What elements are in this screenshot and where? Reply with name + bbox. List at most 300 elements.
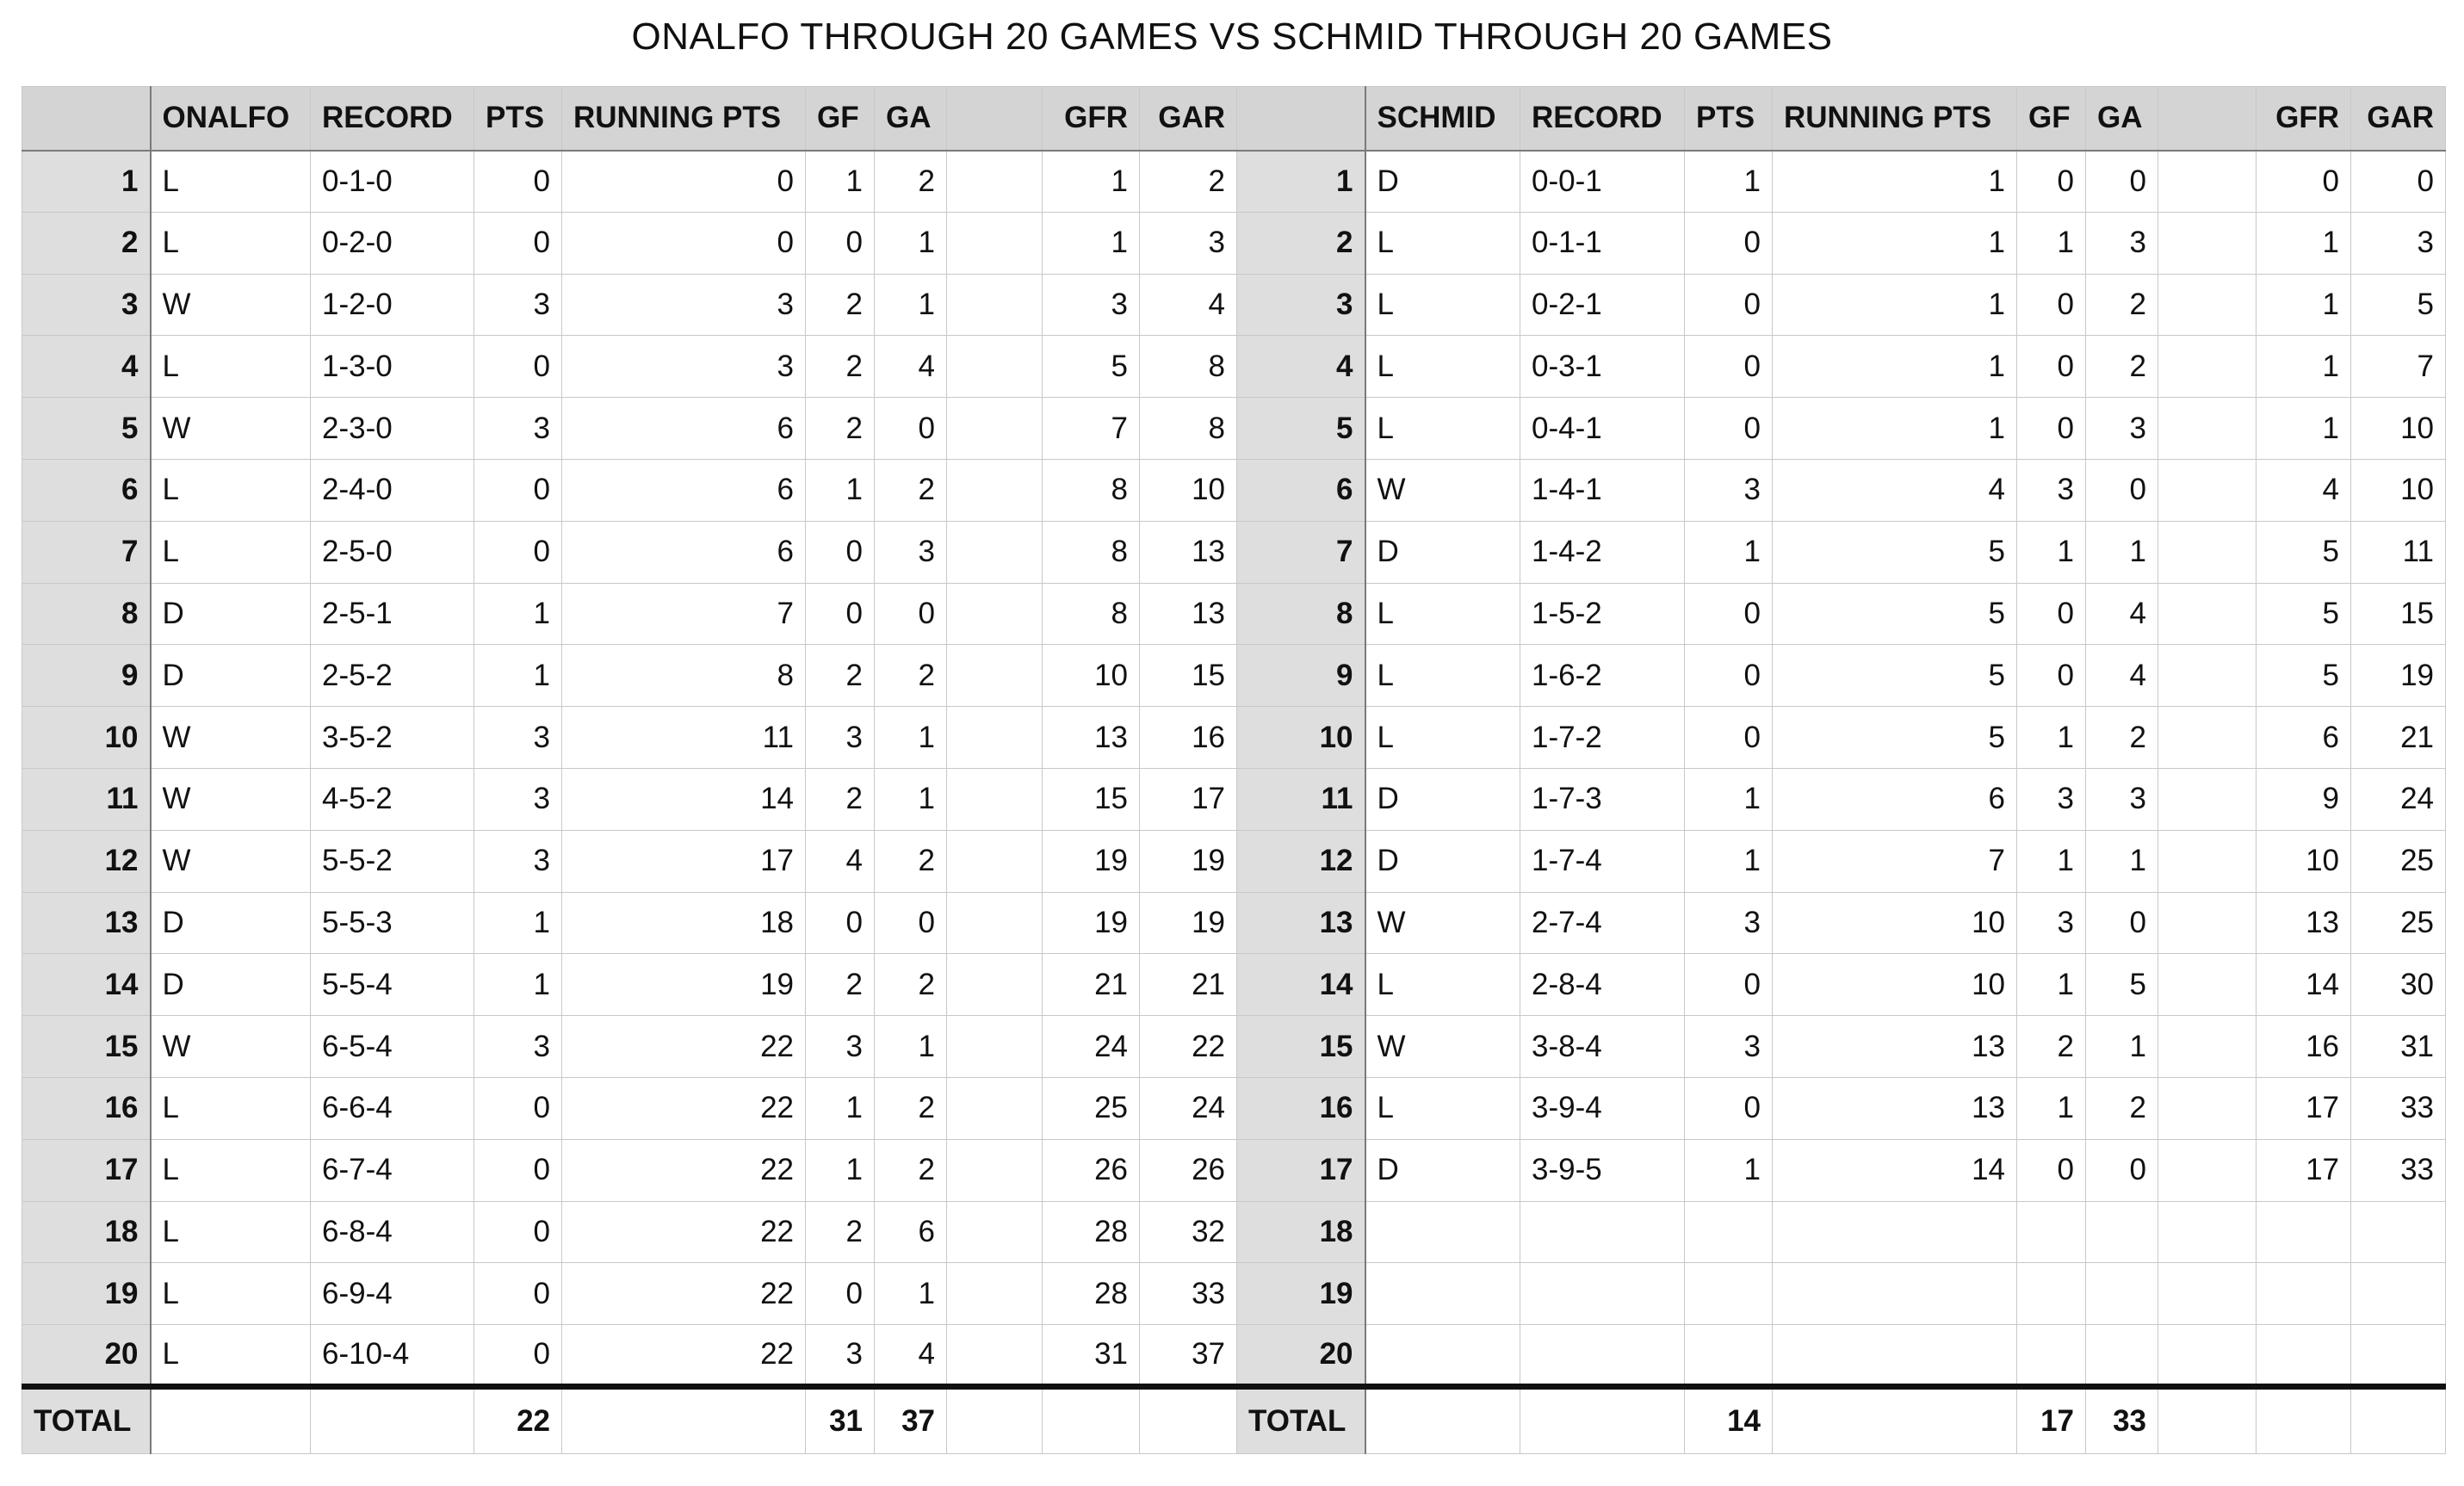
right-result-cell[interactable]: L [1365, 954, 1520, 1016]
right-gfr-cell[interactable]: 17 [2257, 1077, 2351, 1139]
left-ga-cell[interactable]: 0 [875, 398, 947, 460]
total-cell[interactable] [1520, 1386, 1685, 1453]
column-header[interactable]: RECORD [311, 87, 474, 151]
left-ga-cell[interactable]: 2 [875, 954, 947, 1016]
left-running-pts-cell[interactable]: 22 [562, 1139, 806, 1201]
left-ga-cell[interactable]: 4 [875, 1325, 947, 1387]
left-result-cell[interactable]: L [151, 459, 311, 521]
right-gar-cell[interactable]: 15 [2351, 583, 2446, 645]
left-pts-cell[interactable]: 3 [474, 830, 562, 892]
left-pts-cell[interactable]: 0 [474, 336, 562, 398]
right-record-cell[interactable]: 1-7-2 [1520, 707, 1685, 769]
left-result-cell[interactable]: W [151, 830, 311, 892]
right-blank-cell[interactable] [2158, 151, 2257, 213]
column-header[interactable]: GAR [2351, 87, 2446, 151]
right-pts-cell[interactable] [1685, 1263, 1773, 1325]
right-gf-cell[interactable]: 1 [2017, 1077, 2086, 1139]
right-blank-cell[interactable] [2158, 830, 2257, 892]
left-pts-cell[interactable]: 0 [474, 1201, 562, 1263]
right-game-number[interactable]: 15 [1237, 1016, 1365, 1078]
left-gfr-cell[interactable]: 15 [1043, 768, 1140, 830]
right-result-cell[interactable]: W [1365, 1016, 1520, 1078]
left-gf-cell[interactable]: 1 [806, 459, 875, 521]
left-blank-cell[interactable] [947, 830, 1043, 892]
left-gar-cell[interactable]: 21 [1140, 954, 1237, 1016]
left-record-cell[interactable]: 5-5-4 [311, 954, 474, 1016]
left-gfr-cell[interactable]: 13 [1043, 707, 1140, 769]
right-result-cell[interactable]: D [1365, 768, 1520, 830]
right-running-pts-cell[interactable]: 1 [1773, 274, 2017, 336]
right-record-cell[interactable]: 3-9-4 [1520, 1077, 1685, 1139]
left-gar-cell[interactable]: 33 [1140, 1263, 1237, 1325]
left-pts-cell[interactable]: 0 [474, 1325, 562, 1387]
right-blank-cell[interactable] [2158, 1077, 2257, 1139]
left-blank-cell[interactable] [947, 645, 1043, 707]
right-result-cell[interactable] [1365, 1325, 1520, 1387]
left-ga-cell[interactable]: 1 [875, 274, 947, 336]
right-game-number[interactable]: 4 [1237, 336, 1365, 398]
left-gf-cell[interactable]: 3 [806, 707, 875, 769]
right-running-pts-cell[interactable]: 1 [1773, 151, 2017, 213]
right-record-cell[interactable]: 3-9-5 [1520, 1139, 1685, 1201]
right-running-pts-cell[interactable]: 6 [1773, 768, 2017, 830]
column-header[interactable]: GA [875, 87, 947, 151]
right-ga-cell[interactable]: 3 [2086, 768, 2158, 830]
left-game-number[interactable]: 19 [22, 1263, 151, 1325]
right-gar-cell[interactable]: 30 [2351, 954, 2446, 1016]
left-running-pts-cell[interactable]: 3 [562, 336, 806, 398]
right-pts-cell[interactable]: 1 [1685, 830, 1773, 892]
left-running-pts-cell[interactable]: 0 [562, 212, 806, 274]
left-running-pts-cell[interactable]: 19 [562, 954, 806, 1016]
right-running-pts-cell[interactable]: 4 [1773, 459, 2017, 521]
left-result-cell[interactable]: L [151, 212, 311, 274]
left-gfr-cell[interactable]: 21 [1043, 954, 1140, 1016]
left-running-pts-cell[interactable]: 18 [562, 892, 806, 954]
right-blank-cell[interactable] [2158, 212, 2257, 274]
left-result-cell[interactable]: W [151, 1016, 311, 1078]
right-gf-cell[interactable]: 0 [2017, 583, 2086, 645]
left-gf-cell[interactable]: 3 [806, 1325, 875, 1387]
left-game-number[interactable]: 17 [22, 1139, 151, 1201]
total-label[interactable]: TOTAL [22, 1386, 151, 1453]
left-gfr-cell[interactable]: 8 [1043, 583, 1140, 645]
total-gf-cell[interactable]: 31 [806, 1386, 875, 1453]
right-gf-cell[interactable]: 1 [2017, 830, 2086, 892]
left-blank-cell[interactable] [947, 1263, 1043, 1325]
left-result-cell[interactable]: L [151, 336, 311, 398]
left-game-number[interactable]: 9 [22, 645, 151, 707]
left-gfr-cell[interactable]: 1 [1043, 212, 1140, 274]
column-header[interactable]: RUNNING PTS [1773, 87, 2017, 151]
right-game-number[interactable]: 20 [1237, 1325, 1365, 1387]
left-gar-cell[interactable]: 3 [1140, 212, 1237, 274]
left-game-number[interactable]: 1 [22, 151, 151, 213]
left-result-cell[interactable]: D [151, 954, 311, 1016]
right-record-cell[interactable]: 2-8-4 [1520, 954, 1685, 1016]
left-gar-cell[interactable]: 13 [1140, 521, 1237, 583]
left-pts-cell[interactable]: 1 [474, 645, 562, 707]
left-running-pts-cell[interactable]: 22 [562, 1263, 806, 1325]
left-ga-cell[interactable]: 1 [875, 1016, 947, 1078]
right-ga-cell[interactable]: 1 [2086, 521, 2158, 583]
right-gf-cell[interactable]: 0 [2017, 151, 2086, 213]
right-game-number[interactable]: 9 [1237, 645, 1365, 707]
right-running-pts-cell[interactable]: 7 [1773, 830, 2017, 892]
left-record-cell[interactable]: 1-2-0 [311, 274, 474, 336]
left-gf-cell[interactable]: 2 [806, 768, 875, 830]
left-ga-cell[interactable]: 1 [875, 212, 947, 274]
right-blank-cell[interactable] [2158, 707, 2257, 769]
left-blank-cell[interactable] [947, 1077, 1043, 1139]
left-ga-cell[interactable]: 1 [875, 707, 947, 769]
left-game-number[interactable]: 14 [22, 954, 151, 1016]
right-gar-cell[interactable]: 19 [2351, 645, 2446, 707]
left-ga-cell[interactable]: 2 [875, 645, 947, 707]
left-gfr-cell[interactable]: 8 [1043, 521, 1140, 583]
left-game-number[interactable]: 15 [22, 1016, 151, 1078]
left-gar-cell[interactable]: 13 [1140, 583, 1237, 645]
right-gf-cell[interactable] [2017, 1325, 2086, 1387]
left-game-number[interactable]: 4 [22, 336, 151, 398]
right-result-cell[interactable]: L [1365, 1077, 1520, 1139]
left-ga-cell[interactable]: 2 [875, 1077, 947, 1139]
left-ga-cell[interactable]: 0 [875, 583, 947, 645]
right-blank-cell[interactable] [2158, 892, 2257, 954]
left-record-cell[interactable]: 2-4-0 [311, 459, 474, 521]
right-record-cell[interactable]: 0-4-1 [1520, 398, 1685, 460]
left-pts-cell[interactable]: 3 [474, 768, 562, 830]
left-gar-cell[interactable]: 24 [1140, 1077, 1237, 1139]
total-ga-cell[interactable]: 33 [2086, 1386, 2158, 1453]
left-result-cell[interactable]: W [151, 707, 311, 769]
left-gfr-cell[interactable]: 8 [1043, 459, 1140, 521]
left-running-pts-cell[interactable]: 11 [562, 707, 806, 769]
column-header[interactable]: GF [2017, 87, 2086, 151]
right-ga-cell[interactable]: 2 [2086, 707, 2158, 769]
right-gf-cell[interactable]: 1 [2017, 707, 2086, 769]
right-game-number[interactable]: 10 [1237, 707, 1365, 769]
right-gfr-cell[interactable]: 5 [2257, 521, 2351, 583]
right-gfr-cell[interactable]: 14 [2257, 954, 2351, 1016]
left-ga-cell[interactable]: 0 [875, 892, 947, 954]
right-blank-cell[interactable] [2158, 1201, 2257, 1263]
left-game-number[interactable]: 13 [22, 892, 151, 954]
left-gf-cell[interactable]: 0 [806, 583, 875, 645]
left-gf-cell[interactable]: 2 [806, 1201, 875, 1263]
total-pts-cell[interactable]: 22 [474, 1386, 562, 1453]
left-result-cell[interactable]: W [151, 274, 311, 336]
right-running-pts-cell[interactable] [1773, 1263, 2017, 1325]
left-gf-cell[interactable]: 1 [806, 151, 875, 213]
right-game-number[interactable]: 12 [1237, 830, 1365, 892]
left-pts-cell[interactable]: 3 [474, 398, 562, 460]
right-gar-cell[interactable] [2351, 1263, 2446, 1325]
left-pts-cell[interactable]: 3 [474, 1016, 562, 1078]
left-record-cell[interactable]: 6-7-4 [311, 1139, 474, 1201]
right-gfr-cell[interactable]: 9 [2257, 768, 2351, 830]
left-record-cell[interactable]: 6-9-4 [311, 1263, 474, 1325]
column-header[interactable]: GFR [2257, 87, 2351, 151]
left-game-number[interactable]: 2 [22, 212, 151, 274]
left-record-cell[interactable]: 2-5-1 [311, 583, 474, 645]
left-result-cell[interactable]: D [151, 583, 311, 645]
left-running-pts-cell[interactable]: 0 [562, 151, 806, 213]
left-ga-cell[interactable]: 4 [875, 336, 947, 398]
total-gf-cell[interactable]: 17 [2017, 1386, 2086, 1453]
right-ga-cell[interactable]: 0 [2086, 151, 2158, 213]
left-blank-cell[interactable] [947, 583, 1043, 645]
right-gf-cell[interactable] [2017, 1263, 2086, 1325]
left-game-number[interactable]: 20 [22, 1325, 151, 1387]
right-gfr-cell[interactable] [2257, 1201, 2351, 1263]
right-record-cell[interactable]: 0-3-1 [1520, 336, 1685, 398]
left-pts-cell[interactable]: 0 [474, 212, 562, 274]
left-gfr-cell[interactable]: 19 [1043, 892, 1140, 954]
right-record-cell[interactable]: 0-0-1 [1520, 151, 1685, 213]
left-record-cell[interactable]: 3-5-2 [311, 707, 474, 769]
left-gar-cell[interactable]: 4 [1140, 274, 1237, 336]
left-gar-cell[interactable]: 19 [1140, 830, 1237, 892]
right-pts-cell[interactable]: 0 [1685, 336, 1773, 398]
left-gfr-cell[interactable]: 10 [1043, 645, 1140, 707]
right-record-cell[interactable]: 1-4-2 [1520, 521, 1685, 583]
right-gf-cell[interactable]: 3 [2017, 892, 2086, 954]
right-gar-cell[interactable]: 25 [2351, 830, 2446, 892]
right-result-cell[interactable]: D [1365, 521, 1520, 583]
right-gar-cell[interactable]: 11 [2351, 521, 2446, 583]
total-cell[interactable] [2257, 1386, 2351, 1453]
left-result-cell[interactable]: L [151, 1263, 311, 1325]
left-record-cell[interactable]: 2-5-0 [311, 521, 474, 583]
right-gar-cell[interactable]: 25 [2351, 892, 2446, 954]
total-cell[interactable] [151, 1386, 311, 1453]
right-pts-cell[interactable]: 3 [1685, 892, 1773, 954]
right-running-pts-cell[interactable] [1773, 1325, 2017, 1387]
left-game-number[interactable]: 6 [22, 459, 151, 521]
left-blank-cell[interactable] [947, 1201, 1043, 1263]
left-game-number[interactable]: 11 [22, 768, 151, 830]
left-blank-cell[interactable] [947, 1139, 1043, 1201]
left-record-cell[interactable]: 6-5-4 [311, 1016, 474, 1078]
left-ga-cell[interactable]: 2 [875, 1139, 947, 1201]
left-running-pts-cell[interactable]: 8 [562, 645, 806, 707]
right-pts-cell[interactable]: 0 [1685, 707, 1773, 769]
left-blank-cell[interactable] [947, 398, 1043, 460]
left-blank-cell[interactable] [947, 707, 1043, 769]
right-gar-cell[interactable] [2351, 1201, 2446, 1263]
right-running-pts-cell[interactable]: 13 [1773, 1077, 2017, 1139]
left-record-cell[interactable]: 6-8-4 [311, 1201, 474, 1263]
left-ga-cell[interactable]: 2 [875, 830, 947, 892]
column-header[interactable]: PTS [1685, 87, 1773, 151]
right-result-cell[interactable]: D [1365, 1139, 1520, 1201]
total-pts-cell[interactable]: 14 [1685, 1386, 1773, 1453]
right-pts-cell[interactable]: 1 [1685, 151, 1773, 213]
right-gf-cell[interactable]: 0 [2017, 645, 2086, 707]
right-gf-cell[interactable]: 1 [2017, 521, 2086, 583]
right-game-number[interactable]: 6 [1237, 459, 1365, 521]
right-record-cell[interactable]: 1-7-3 [1520, 768, 1685, 830]
total-ga-cell[interactable]: 37 [875, 1386, 947, 1453]
right-gfr-cell[interactable]: 16 [2257, 1016, 2351, 1078]
right-blank-cell[interactable] [2158, 274, 2257, 336]
left-running-pts-cell[interactable]: 22 [562, 1325, 806, 1387]
right-ga-cell[interactable]: 2 [2086, 1077, 2158, 1139]
right-game-number[interactable]: 19 [1237, 1263, 1365, 1325]
right-game-number[interactable]: 16 [1237, 1077, 1365, 1139]
left-game-number[interactable]: 5 [22, 398, 151, 460]
left-record-cell[interactable]: 5-5-2 [311, 830, 474, 892]
column-header[interactable]: GF [806, 87, 875, 151]
right-blank-cell[interactable] [2158, 1016, 2257, 1078]
right-gf-cell[interactable]: 1 [2017, 954, 2086, 1016]
total-cell[interactable] [1365, 1386, 1520, 1453]
left-gf-cell[interactable]: 0 [806, 212, 875, 274]
right-blank-cell[interactable] [2158, 645, 2257, 707]
right-ga-cell[interactable]: 4 [2086, 583, 2158, 645]
right-ga-cell[interactable]: 5 [2086, 954, 2158, 1016]
right-gar-cell[interactable]: 33 [2351, 1077, 2446, 1139]
left-ga-cell[interactable]: 1 [875, 1263, 947, 1325]
right-record-cell[interactable]: 0-2-1 [1520, 274, 1685, 336]
right-gfr-cell[interactable]: 13 [2257, 892, 2351, 954]
left-gf-cell[interactable]: 2 [806, 645, 875, 707]
left-gfr-cell[interactable]: 19 [1043, 830, 1140, 892]
left-record-cell[interactable]: 0-2-0 [311, 212, 474, 274]
left-record-cell[interactable]: 4-5-2 [311, 768, 474, 830]
right-running-pts-cell[interactable]: 1 [1773, 212, 2017, 274]
right-pts-cell[interactable]: 0 [1685, 954, 1773, 1016]
left-gar-cell[interactable]: 37 [1140, 1325, 1237, 1387]
right-running-pts-cell[interactable]: 10 [1773, 954, 2017, 1016]
left-running-pts-cell[interactable]: 22 [562, 1016, 806, 1078]
right-blank-cell[interactable] [2158, 768, 2257, 830]
left-record-cell[interactable]: 1-3-0 [311, 336, 474, 398]
left-gar-cell[interactable]: 22 [1140, 1016, 1237, 1078]
left-gar-cell[interactable]: 17 [1140, 768, 1237, 830]
right-game-number[interactable]: 3 [1237, 274, 1365, 336]
left-gar-cell[interactable]: 8 [1140, 398, 1237, 460]
left-gfr-cell[interactable]: 26 [1043, 1139, 1140, 1201]
left-record-cell[interactable]: 6-10-4 [311, 1325, 474, 1387]
column-header[interactable]: GA [2086, 87, 2158, 151]
right-game-number[interactable]: 1 [1237, 151, 1365, 213]
left-running-pts-cell[interactable]: 14 [562, 768, 806, 830]
left-gf-cell[interactable]: 1 [806, 1139, 875, 1201]
total-cell[interactable] [947, 1386, 1043, 1453]
left-gar-cell[interactable]: 15 [1140, 645, 1237, 707]
right-ga-cell[interactable]: 3 [2086, 398, 2158, 460]
left-record-cell[interactable]: 0-1-0 [311, 151, 474, 213]
left-game-number[interactable]: 10 [22, 707, 151, 769]
right-gfr-cell[interactable]: 4 [2257, 459, 2351, 521]
right-pts-cell[interactable]: 0 [1685, 583, 1773, 645]
left-gfr-cell[interactable]: 7 [1043, 398, 1140, 460]
right-gfr-cell[interactable]: 1 [2257, 212, 2351, 274]
column-header[interactable]: SCHMID [1365, 87, 1520, 151]
right-running-pts-cell[interactable]: 1 [1773, 336, 2017, 398]
left-gf-cell[interactable]: 4 [806, 830, 875, 892]
left-pts-cell[interactable]: 1 [474, 954, 562, 1016]
left-game-number[interactable]: 16 [22, 1077, 151, 1139]
right-record-cell[interactable]: 0-1-1 [1520, 212, 1685, 274]
right-running-pts-cell[interactable]: 5 [1773, 521, 2017, 583]
right-gar-cell[interactable]: 7 [2351, 336, 2446, 398]
right-gfr-cell[interactable]: 17 [2257, 1139, 2351, 1201]
right-game-number[interactable]: 18 [1237, 1201, 1365, 1263]
total-cell[interactable] [2158, 1386, 2257, 1453]
left-gf-cell[interactable]: 3 [806, 1016, 875, 1078]
left-pts-cell[interactable]: 1 [474, 892, 562, 954]
right-result-cell[interactable]: L [1365, 212, 1520, 274]
left-pts-cell[interactable]: 3 [474, 274, 562, 336]
right-result-cell[interactable]: W [1365, 892, 1520, 954]
right-running-pts-cell[interactable]: 5 [1773, 583, 2017, 645]
left-blank-cell[interactable] [947, 274, 1043, 336]
right-running-pts-cell[interactable]: 5 [1773, 707, 2017, 769]
left-pts-cell[interactable]: 1 [474, 583, 562, 645]
column-header[interactable]: ONALFO [151, 87, 311, 151]
right-ga-cell[interactable]: 1 [2086, 1016, 2158, 1078]
right-running-pts-cell[interactable]: 14 [1773, 1139, 2017, 1201]
right-gfr-cell[interactable]: 1 [2257, 398, 2351, 460]
right-pts-cell[interactable]: 1 [1685, 521, 1773, 583]
left-result-cell[interactable]: L [151, 1325, 311, 1387]
right-gfr-cell[interactable] [2257, 1263, 2351, 1325]
right-ga-cell[interactable]: 4 [2086, 645, 2158, 707]
left-gfr-cell[interactable]: 28 [1043, 1263, 1140, 1325]
right-pts-cell[interactable] [1685, 1325, 1773, 1387]
left-running-pts-cell[interactable]: 22 [562, 1077, 806, 1139]
right-gar-cell[interactable]: 24 [2351, 768, 2446, 830]
right-ga-cell[interactable] [2086, 1263, 2158, 1325]
right-pts-cell[interactable]: 1 [1685, 1139, 1773, 1201]
right-game-number[interactable]: 5 [1237, 398, 1365, 460]
right-result-cell[interactable] [1365, 1201, 1520, 1263]
right-record-cell[interactable]: 1-5-2 [1520, 583, 1685, 645]
left-pts-cell[interactable]: 3 [474, 707, 562, 769]
left-ga-cell[interactable]: 2 [875, 459, 947, 521]
left-pts-cell[interactable]: 0 [474, 1077, 562, 1139]
left-result-cell[interactable]: D [151, 892, 311, 954]
total-cell[interactable] [1140, 1386, 1237, 1453]
left-record-cell[interactable]: 6-6-4 [311, 1077, 474, 1139]
right-game-number[interactable]: 2 [1237, 212, 1365, 274]
right-pts-cell[interactable] [1685, 1201, 1773, 1263]
right-result-cell[interactable]: L [1365, 274, 1520, 336]
right-running-pts-cell[interactable]: 13 [1773, 1016, 2017, 1078]
right-gfr-cell[interactable]: 6 [2257, 707, 2351, 769]
left-blank-cell[interactable] [947, 954, 1043, 1016]
right-result-cell[interactable]: L [1365, 583, 1520, 645]
left-gf-cell[interactable]: 2 [806, 336, 875, 398]
left-gf-cell[interactable]: 0 [806, 1263, 875, 1325]
left-gfr-cell[interactable]: 24 [1043, 1016, 1140, 1078]
right-result-cell[interactable]: L [1365, 336, 1520, 398]
right-gf-cell[interactable]: 1 [2017, 212, 2086, 274]
right-pts-cell[interactable]: 0 [1685, 645, 1773, 707]
right-result-cell[interactable]: L [1365, 645, 1520, 707]
left-ga-cell[interactable]: 3 [875, 521, 947, 583]
right-blank-cell[interactable] [2158, 521, 2257, 583]
left-pts-cell[interactable]: 0 [474, 1263, 562, 1325]
left-gfr-cell[interactable]: 28 [1043, 1201, 1140, 1263]
right-record-cell[interactable]: 3-8-4 [1520, 1016, 1685, 1078]
right-gfr-cell[interactable]: 1 [2257, 274, 2351, 336]
total-cell[interactable] [562, 1386, 806, 1453]
right-record-cell[interactable]: 1-4-1 [1520, 459, 1685, 521]
